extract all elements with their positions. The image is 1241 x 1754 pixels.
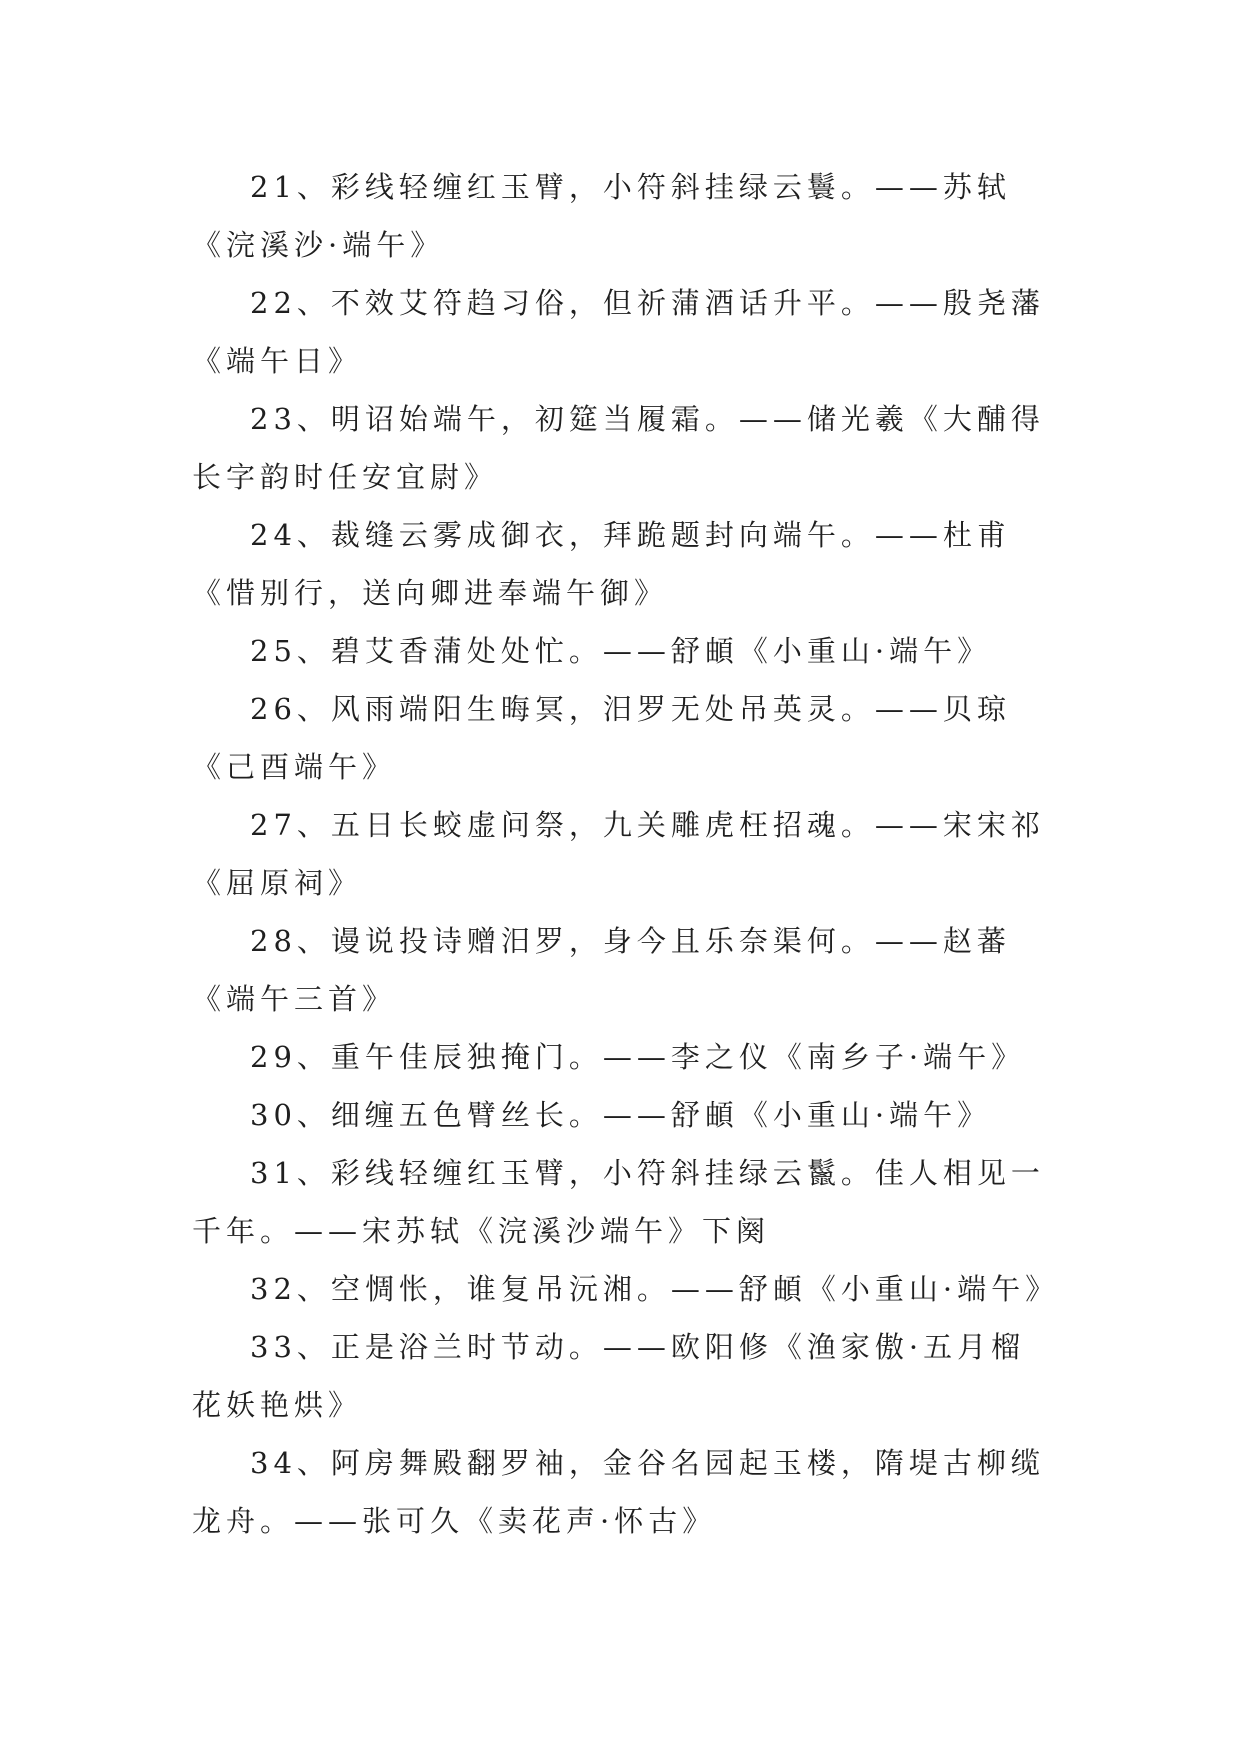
quote-paragraph-28: 28、谩说投诗赠汨罗，身今且乐奈渠何。——赵蕃《端午三首》: [192, 924, 1011, 1016]
quote-paragraph-26: 26、风雨端阳生晦冥，汨罗无处吊英灵。——贝琼《己酉端午》: [192, 692, 1011, 784]
quote-paragraph-22: 22、不效艾符趋习俗，但祈蒲酒话升平。——殷尧藩《端午日》: [192, 286, 1045, 378]
quote-paragraph-32: 32、空惆怅，谁复吊沅湘。——舒頔《小重山·端午》: [250, 1272, 1060, 1306]
quote-paragraph-34: 34、阿房舞殿翻罗袖，金谷名园起玉楼，隋堤古柳缆龙舟。——张可久《卖花声·怀古》: [192, 1446, 1045, 1538]
quote-paragraph-23: 23、明诏始端午，初筵当履霜。——储光羲《大酺得长字韵时任安宜尉》: [192, 402, 1045, 494]
quote-paragraph-25: 25、碧艾香蒲处处忙。——舒頔《小重山·端午》: [250, 634, 992, 668]
quote-paragraph-24: 24、裁缝云雾成御衣，拜跪题封向端午。——杜甫《惜别行，送向卿进奉端午御》: [192, 518, 1011, 610]
document-body: [192, 158, 1060, 1550]
quote-paragraph-29: 29、重午佳辰独掩门。——李之仪《南乡子·端午》: [250, 1040, 1026, 1074]
quote-paragraph-30: 30、细缠五色臂丝长。——舒頔《小重山·端午》: [250, 1098, 992, 1132]
quote-paragraph-31: 31、彩线轻缠红玉臂，小符斜挂绿云鬣。佳人相见一千年。——宋苏轼《浣溪沙端午》下阕: [192, 1156, 1045, 1248]
quote-paragraph-33: 33、正是浴兰时节动。——欧阳修《渔家傲·五月榴花妖艳烘》: [192, 1330, 1026, 1422]
quote-paragraph-27: 27、五日长蛟虚问祭，九关雕虎枉招魂。——宋宋祁《屈原祠》: [192, 808, 1045, 900]
quote-paragraph-21: 21、彩线轻缠红玉臂，小符斜挂绿云鬟。——苏轼《浣溪沙·端午》: [192, 170, 1011, 262]
